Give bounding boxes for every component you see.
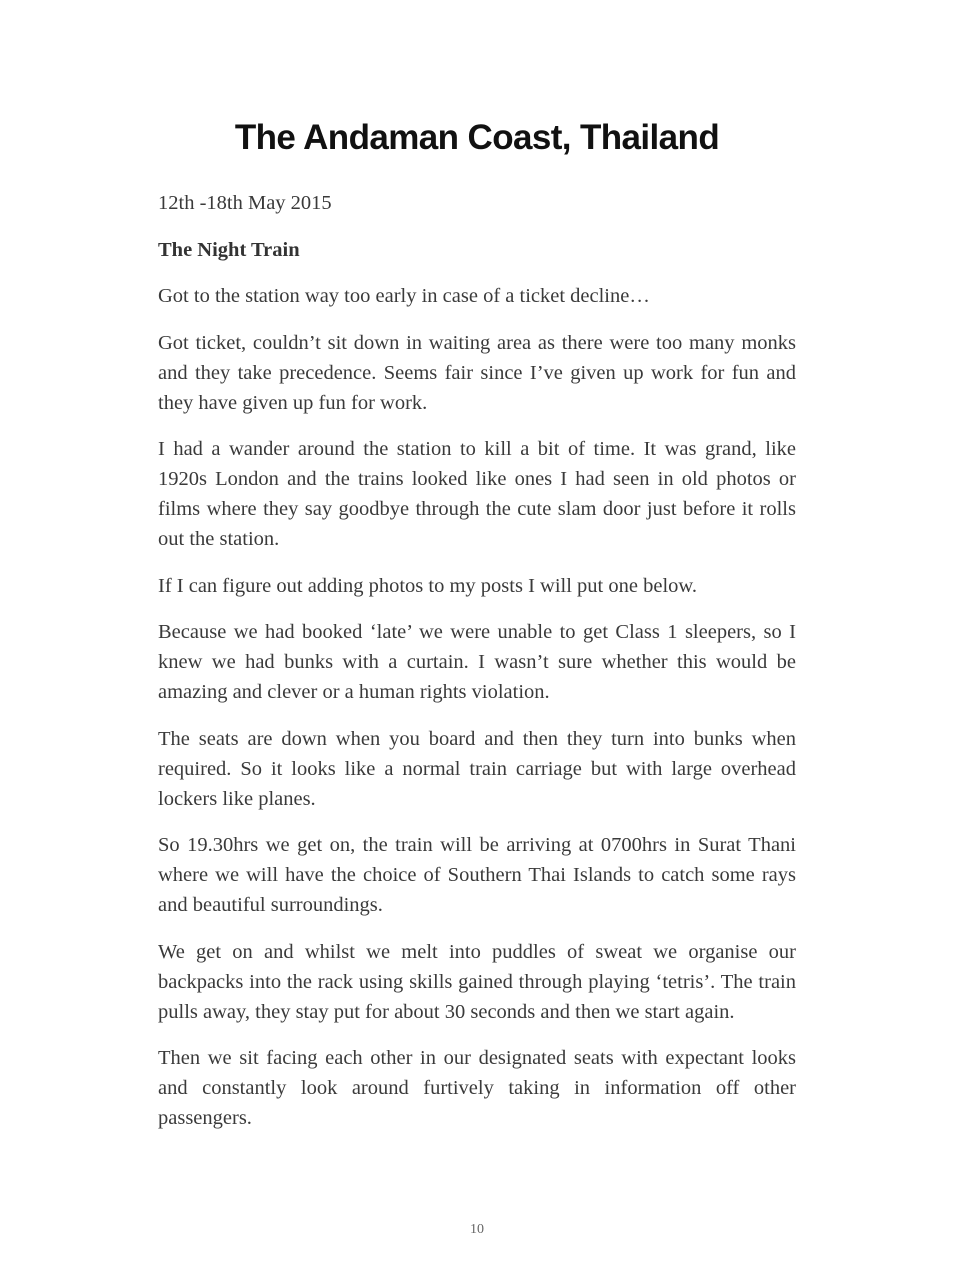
- date-line: 12th -18th May 2015: [158, 192, 332, 214]
- paragraph: Got ticket, couldn’t sit down in waiting area as there were too many monks and they take precedence. Seems fair since I’ve given up work for fun and they have given up fun for work.: [158, 331, 796, 414]
- paragraph: I had a wander around the station to kill a bit of time. It was grand, like 1920s London and the trains looked like ones I had seen in old photos or films where they say goodbye through the cute slam door just before it rolls out the station.: [158, 438, 796, 550]
- page-number: 10: [470, 1222, 484, 1237]
- paragraph: If I can figure out adding photos to my posts I will put one below.: [158, 574, 697, 597]
- paragraph: Got to the station way too early in case of a ticket decline…: [158, 285, 650, 307]
- paragraph: Then we sit facing each other in our designated seats with expectant looks and constantly look around furtively taking in information off other passengers.: [158, 1047, 796, 1129]
- paragraph: Because we had booked ‘late’ we were unable to get Class 1 sleepers, so I knew we had bunks with a curtain. I wasn’t sure whether this would be amazing and clever or a human rights violation.: [158, 621, 796, 703]
- page-title: The Andaman Coast, Thailand: [234, 118, 720, 157]
- paragraph: The seats are down when you board and then they turn into bunks when required. So it looks like a normal train carriage but with large overhead lockers like planes.: [158, 727, 796, 810]
- body-text: [158, 188, 796, 1150]
- paragraph: So 19.30hrs we get on, the train will be arriving at 0700hrs in Surat Thani where we will have the choice of Southern Thai Islands to catch some rays and beautiful surroundings.: [158, 834, 796, 916]
- paragraph: We get on and whilst we melt into puddles of sweat we organise our backpacks into the rack using skills gained through playing ‘tetris’. The train pulls away, they stay put for about 30 seconds and then we start again.: [158, 940, 796, 1023]
- section-heading: The Night Train: [158, 238, 300, 261]
